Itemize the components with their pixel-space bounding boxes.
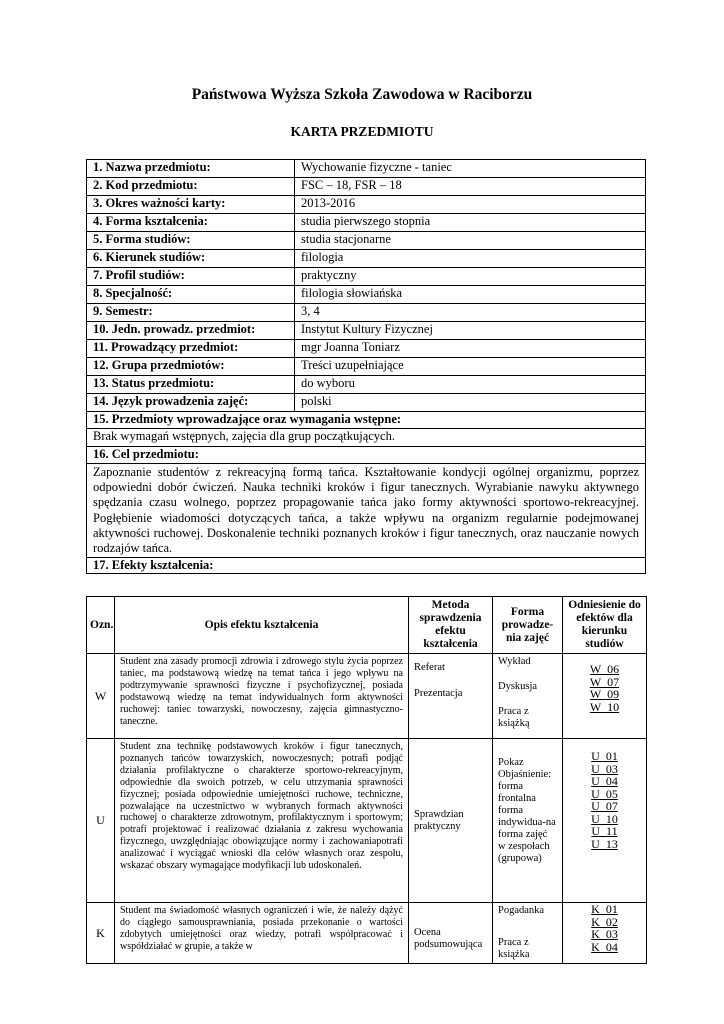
form-item: Pogadanka (498, 905, 545, 916)
method-item: Sprawdzian praktyczny (414, 808, 464, 832)
section-17-heading: 17. Efekty kształcenia: (87, 558, 646, 574)
field-value: filologia (295, 250, 646, 268)
field-row (87, 358, 646, 376)
outcome-row (87, 739, 647, 903)
institution-name: Państwowa Wyższa Szkoła Zawodowa w Raciborzu (191, 86, 533, 103)
outcome-code: U_03 (591, 761, 618, 776)
col-header-reference: Odniesienie do efektów dla kierunku studiów (563, 597, 647, 654)
section-15-heading: 15. Przedmioty wprowadzające oraz wymagania wstępne: (87, 412, 646, 429)
col-header-form: Forma prowadze-nia zajęć (493, 597, 563, 654)
field-row (87, 304, 646, 322)
form-item: Pokaz Objaśnienie: forma frontalna forma indywidua-na forma zajęć w zespołach (grupowa) (498, 757, 556, 864)
outcome-description: Student ma świadomość własnych ograniczeń i wie, że należy dążyć do ciągłego samousprawniania, posiada przekonanie o wartości zdobytych umiejętności oraz wiedzy, potrafi współpracować i współdziałać w grupie, a także w (115, 903, 409, 964)
course-card-table (86, 159, 646, 574)
outcome-row (87, 903, 647, 964)
field-value: mgr Joanna Toniarz (295, 340, 646, 358)
outcome-code: K_01 (591, 902, 618, 916)
outcome-code: W_07 (589, 674, 620, 689)
form-item: Praca z książka (498, 937, 530, 960)
outcome-description: Student zna zasady promocji zdrowia i zdrowego stylu życia poprzez taniec, ma podstawową wiedzę na temat tańca i jego wpływu na podtrzymywanie sprawności fizyczne i psychofizycznej, posiada podstawową wiedzę na temat indywidualnych form aktywności ruchowej: taniec towarzyski, nowoczesny, zajęcia gimnastyczno-taneczne. (115, 654, 409, 739)
method-item: Referat (414, 662, 445, 673)
field-value: Treści uzupełniające (295, 358, 646, 376)
outcome-forms (493, 739, 563, 903)
col-header-symbol: Ozn. (87, 597, 115, 654)
outcome-methods (409, 654, 493, 739)
col-header-description: Opis efektu kształcenia (115, 597, 409, 654)
outcome-symbol: U (87, 739, 115, 903)
field-label: 5. Forma studiów: (87, 232, 295, 250)
outcome-code: U_07 (591, 799, 618, 813)
field-label: 6. Kierunek studiów: (87, 250, 295, 268)
outcome-codes (563, 739, 647, 903)
field-value: 2013-2016 (295, 196, 646, 214)
field-value: studia pierwszego stopnia (295, 214, 646, 232)
outcome-code: K_02 (591, 914, 618, 929)
outcome-code: U_10 (591, 811, 618, 826)
field-value: studia stacjonarne (295, 232, 646, 250)
field-value: FSC – 18, FSR – 18 (295, 178, 646, 196)
outcome-description: Student zna technikę podstawowych kroków i figur tanecznych, poznanych tańców towarzyskich, nowoczesnych; potrafi podjąć działania profilaktyczne o charakterze sportowo-rekreacyjnym, odpowiednie dla swoich potrzeb, w celu utrzymania sprawności fizycznej; posiada odpowiednie umiejętności ruchowe, techniczne, pozwalające na uczestnictwo w wybranych formach aktywności ruchowej o charakterze zdrowotnym, profilaktycznym i sportowym; potrafi projektować i realizować działania z zakresu wychowania fizycznego, uwzględniając obowiązujące normy i zachowaniapotrafi analizować i wyciągać wnioski dla celów własnych oraz zespołu, wskazać obszary wymagające modyfikacji lub udoskonaleń. (115, 739, 409, 903)
field-value: Wychowanie fizyczne - taniec (295, 160, 646, 178)
outcome-codes (563, 654, 647, 739)
form-item: Wykład (498, 656, 531, 667)
section-15-text: Brak wymagań wstępnych, zajęcia dla grup początkujących. (87, 429, 646, 447)
field-label: 4. Forma kształcenia: (87, 214, 295, 232)
section-16-heading: 16. Cel przedmiotu: (87, 447, 646, 464)
outcome-code: K_04 (591, 939, 618, 954)
field-row (87, 178, 646, 196)
field-label: 12. Grupa przedmiotów: (87, 358, 295, 376)
field-label: 10. Jedn. prowadz. przedmiot: (87, 322, 295, 340)
outcome-code: W_10 (589, 699, 620, 714)
field-value: Instytut Kultury Fizycznej (295, 322, 646, 340)
field-label: 1. Nazwa przedmiotu: (87, 160, 295, 178)
field-row (87, 268, 646, 286)
field-label: 13. Status przedmiotu: (87, 376, 295, 394)
outcome-code: U_11 (591, 824, 618, 838)
field-row (87, 286, 646, 304)
form-item: Dyskusja (498, 681, 538, 692)
outcome-code: U_04 (591, 774, 618, 788)
field-value: praktyczny (295, 268, 646, 286)
field-value: do wyboru (295, 376, 646, 394)
outcomes-header-row (87, 597, 647, 654)
field-row (87, 214, 646, 232)
section-16-text: Zapoznanie studentów z rekreacyjną formą tańca. Kształtowanie kondycji ogólnej organizmu, poprzez odpowiedni dobór ćwiczeń. Nauka techniki kroków i figur tanecznych. Wyrabianie nawyku aktywnego spędzania czasu wolnego, poprzez propagowanie tańca jako formy aktywności sportowo-rekreacyjnej. Pogłębienie wiadomości dotyczących tańca, a także wpływu na organizm regularnie podejmowanej aktywności ruchowej. Doskonalenie techniki poznanych kroków i figur tanecznych, oraz nauczanie nowych rodzajów tańca. (87, 464, 646, 558)
field-value: polski (295, 394, 646, 412)
field-label: 7. Profil studiów: (87, 268, 295, 286)
method-item: Ocena podsumowująca (414, 927, 483, 950)
method-item: Prezentacja (414, 688, 463, 699)
field-row (87, 340, 646, 358)
field-row (87, 196, 646, 214)
form-item: Praca z książką (498, 706, 530, 729)
field-label: 14. Język prowadzenia zajęć: (87, 394, 295, 412)
field-row (87, 160, 646, 178)
outcome-code: U_13 (591, 836, 618, 851)
outcome-forms (493, 903, 563, 964)
outcome-forms (493, 654, 563, 739)
field-label: 11. Prowadzący przedmiot: (87, 340, 295, 358)
learning-outcomes-table (86, 596, 647, 964)
outcome-code: K_03 (591, 927, 618, 941)
field-label: 9. Semestr: (87, 304, 295, 322)
outcome-methods (409, 903, 493, 964)
field-row (87, 250, 646, 268)
field-row (87, 322, 646, 340)
field-label: 8. Specjalność: (87, 286, 295, 304)
outcome-code: U_05 (591, 786, 618, 801)
outcome-code: W_06 (589, 662, 620, 676)
outcome-methods (409, 739, 493, 903)
field-row (87, 394, 646, 412)
field-label: 3. Okres ważności karty: (87, 196, 295, 214)
outcome-symbol: W (87, 654, 115, 739)
field-row (87, 232, 646, 250)
document-title: KARTA PRZEDMIOTU (290, 124, 434, 139)
outcome-code: U_01 (591, 749, 618, 763)
field-value: 3, 4 (295, 304, 646, 322)
outcome-symbol: K (87, 903, 115, 964)
field-label: 2. Kod przedmiotu: (87, 178, 295, 196)
outcome-row (87, 654, 647, 739)
outcome-code: W_09 (589, 687, 620, 701)
col-header-method: Metoda sprawdzenia efektu kształcenia (409, 597, 493, 654)
field-row (87, 376, 646, 394)
outcome-codes (563, 903, 647, 964)
field-value: filologia słowiańska (295, 286, 646, 304)
